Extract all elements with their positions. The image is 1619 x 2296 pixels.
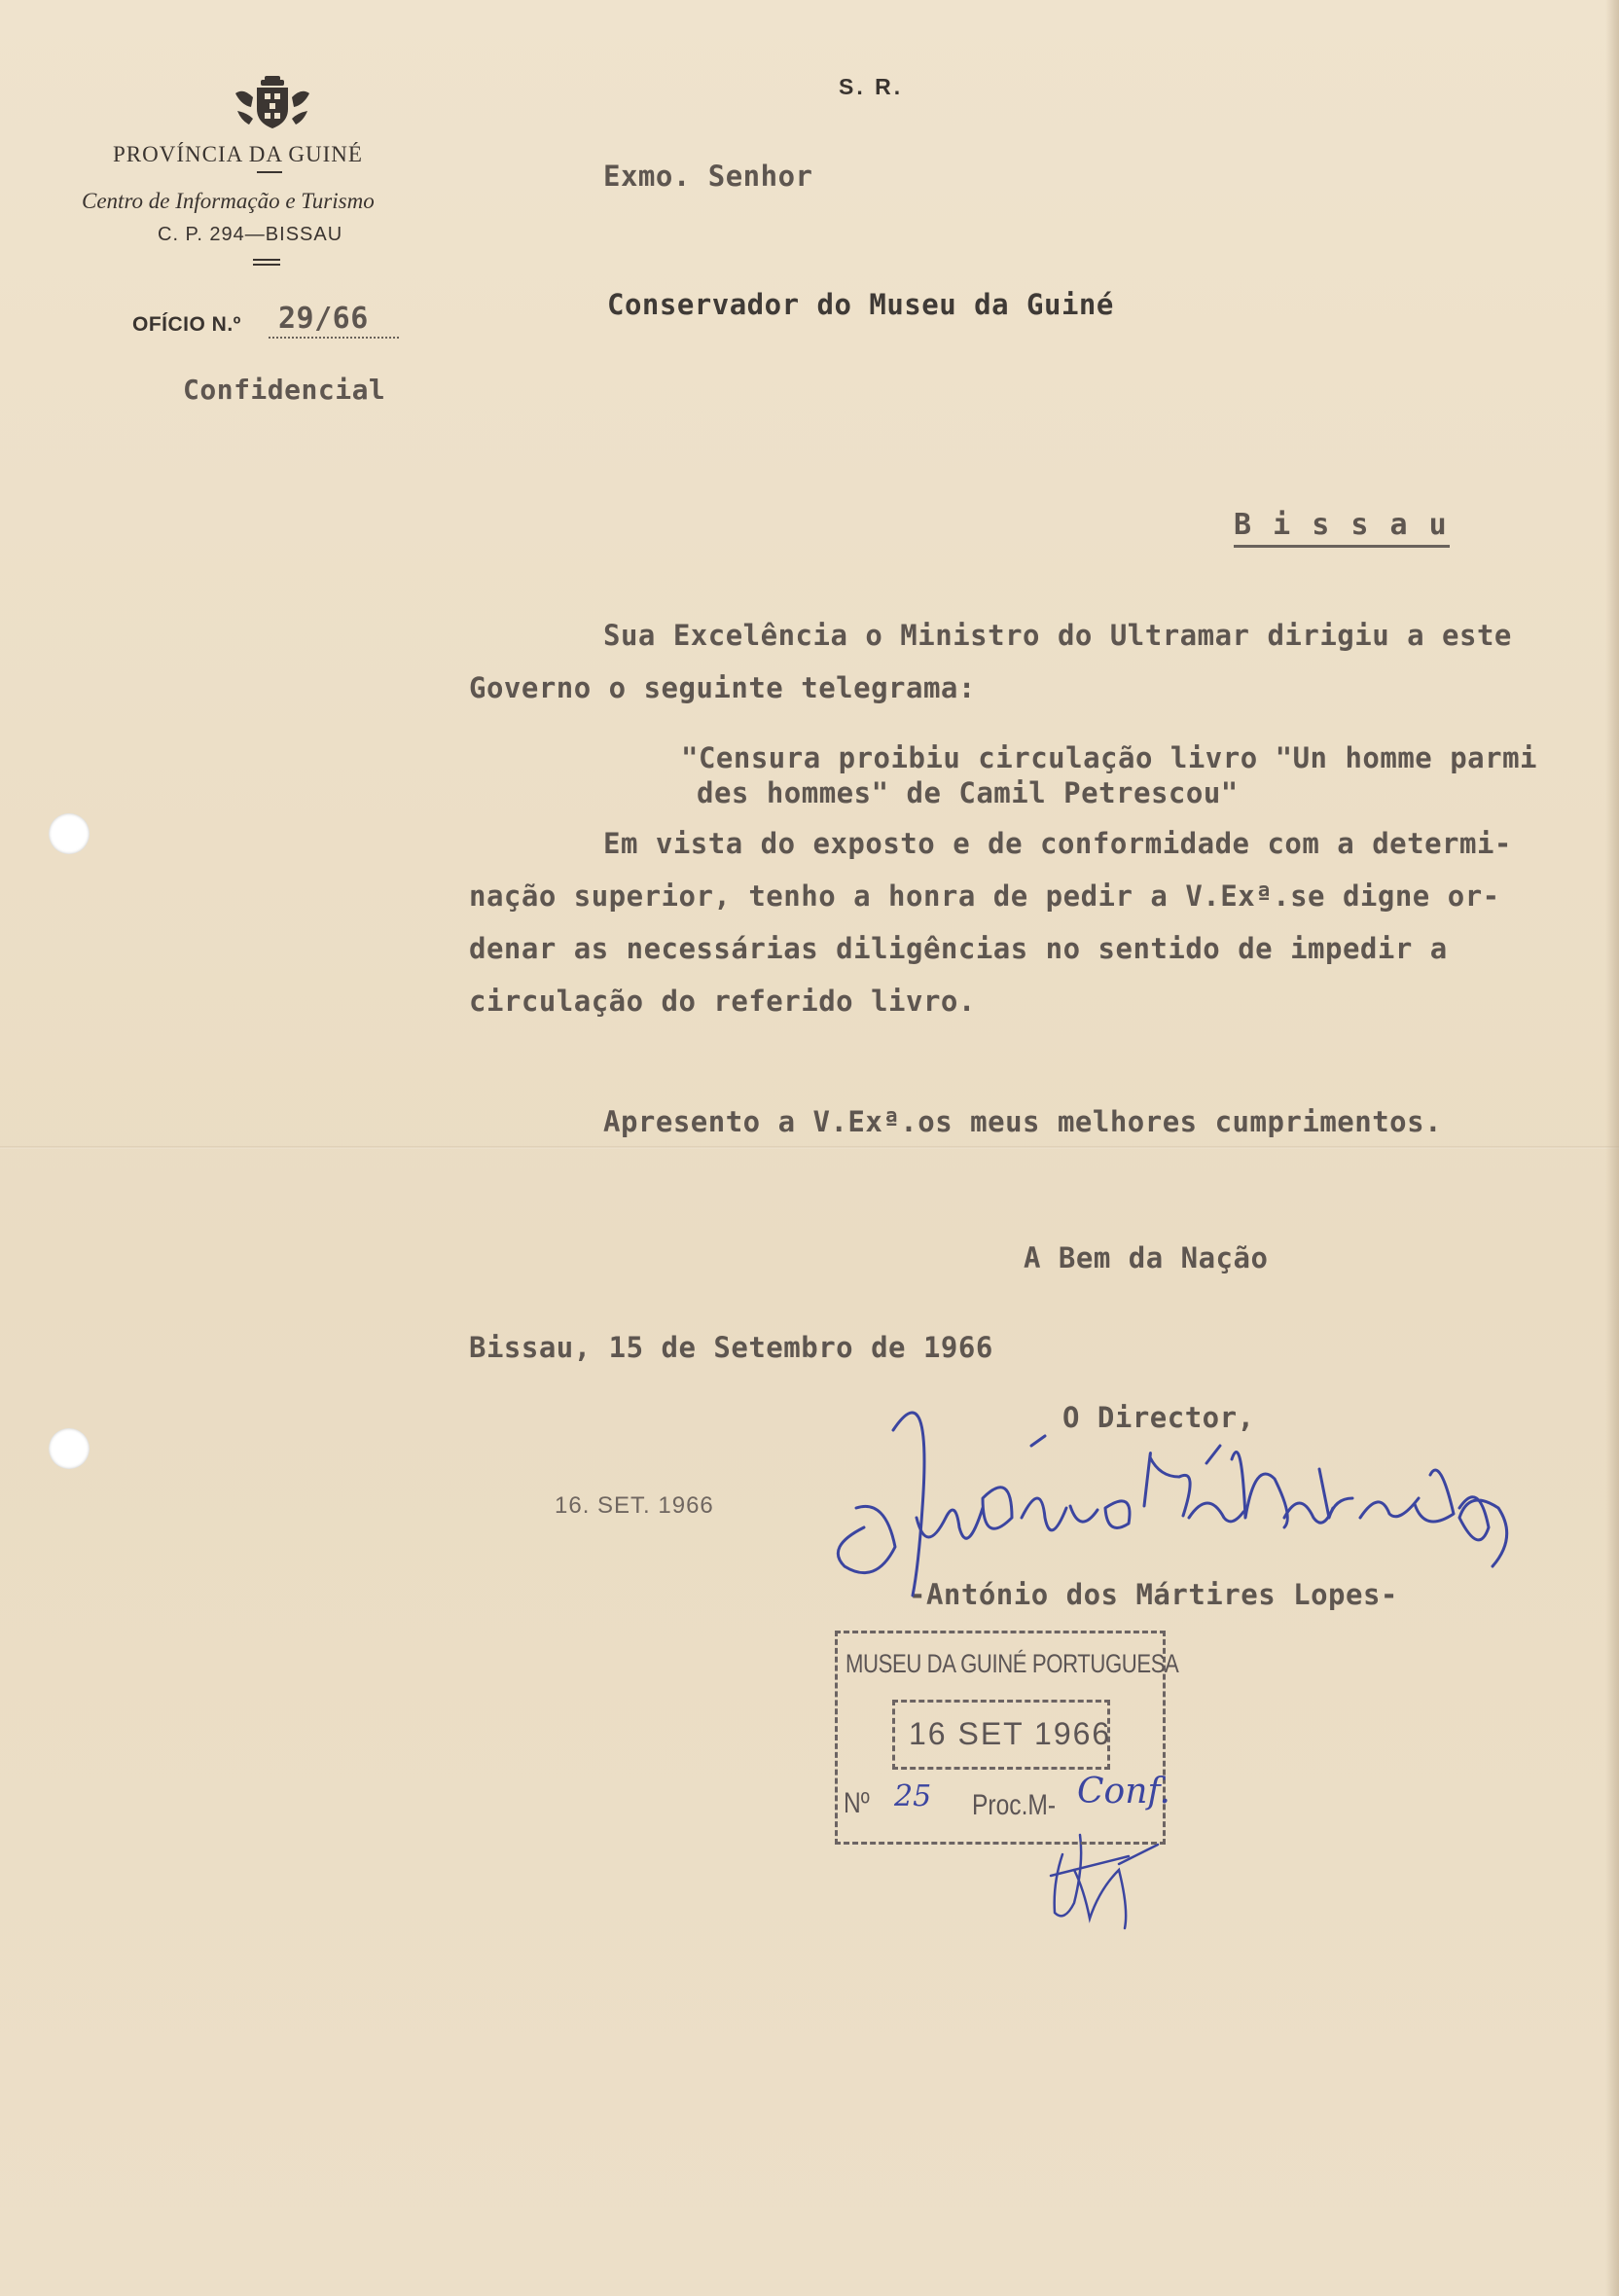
body-line: Sua Excelência o Ministro do Ultramar dirigiu a este (603, 619, 1512, 652)
stamp-number-label: Nº (844, 1787, 870, 1819)
postal-address: C. P. 294—BISSAU (158, 224, 343, 245)
stamp-proc-value: Conf. (1077, 1772, 1170, 1812)
body-line: denar as necessárias diligências no sentido de impedir a (469, 932, 1448, 965)
signatory-name: -António dos Mártires Lopes- (909, 1578, 1398, 1611)
place-date: Bissau, 15 de Setembro de 1966 (469, 1331, 993, 1364)
office-number: 29/66 (278, 302, 369, 336)
stamp-number: 25 (894, 1779, 932, 1813)
addressee-city: B i s s a u (1234, 508, 1449, 542)
quote-line: des hommes" de Camil Petrescou" (697, 776, 1239, 809)
quote-line: "Censura proibiu circulação livro "Un homme parmi (681, 741, 1538, 774)
body-line: Governo o seguinte telegrama: (469, 671, 976, 704)
centre-name: Centro de Informação e Turismo (82, 189, 375, 213)
province-heading: PROVÍNCIA DA GUINÉ (113, 142, 363, 166)
received-date-stamp: 16. SET. 1966 (555, 1492, 714, 1519)
motto: A Bem da Nação (1024, 1241, 1269, 1274)
body-line: circulação do referido livro. (469, 985, 976, 1018)
classification: Confidencial (183, 374, 386, 406)
salutation: Exmo. Senhor (603, 160, 813, 193)
stamp-date: 16 SET 1966 (909, 1716, 1112, 1751)
body-line: nação superior, tenho a honra de pedir a V.Exª.se digne or- (469, 879, 1500, 913)
office-label: OFÍCIO N.º (132, 313, 241, 336)
body-line: Em vista do exposto e de conformidade com a determi- (603, 827, 1512, 860)
stamp-date-box (892, 1700, 1110, 1770)
stamp-proc-label: Proc.M- (972, 1789, 1057, 1821)
museum-receipt-stamp (835, 1631, 1179, 1845)
signatory-role: O Director, (1062, 1401, 1255, 1434)
stamp-museum-name: MUSEU DA GUINÉ PORTUGUESA (845, 1649, 1179, 1678)
addressee-title: Conservador do Museu da Guiné (607, 288, 1114, 321)
closing-line: Apresento a V.Exª.os meus melhores cumprimentos. (603, 1105, 1443, 1138)
sr-mark: S. R. (839, 74, 904, 99)
